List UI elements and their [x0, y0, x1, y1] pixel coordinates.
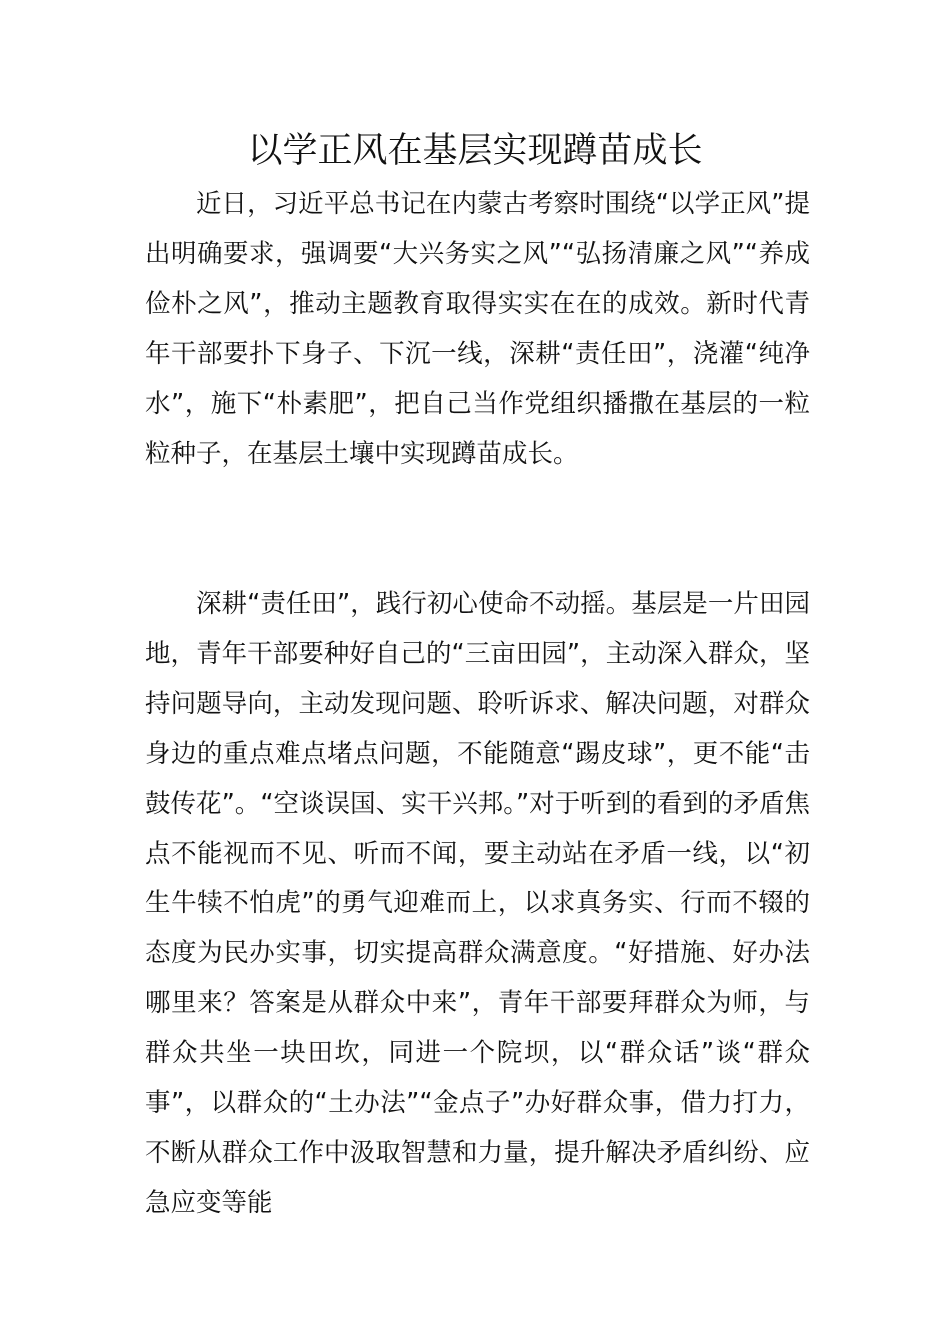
paragraph-intro: 近日，习近平总书记在内蒙古考察时围绕“以学正风”提出明确要求，强调要“大兴务实之风”“弘扬清廉之风”“养成俭朴之风”，推动主题教育取得实实在在的成效。新时代青年干部要扑下身子、下沉一线，深耕“责任田”，浇灌“纯净水”，施下“朴素肥”，把自己当作党组织播撒在基层的一粒粒种子，在基层土壤中实现蹲苗成长。 [145, 189, 810, 469]
paragraph-responsibility-field: 深耕“责任田”，践行初心使命不动摇。基层是一片田园地，青年干部要种好自己的“三亩田园”，主动深入群众，坚持问题导向，主动发现问题、聆听诉求、解决问题，对群众身边的重点难点堵点问题，不能随意“踢皮球”，更不能“击鼓传花”。“空谈误国、实干兴邦。”对于听到的看到的矛盾焦点不能视而不见、听而不闻，要主动站在矛盾一线，以“初生牛犊不怕虎”的勇气迎难而上，以求真务实、行而不辍的态度为民办实事，切实提高群众满意度。“好措施、好办法哪里来？答案是从群众中来”，青年干部要拜群众为师，与群众共坐一块田坎，同进一个院坝，以“群众话”谈“群众事”，以群众的“土办法”“金点子”办好群众事，借力打力，不断从群众工作中汲取智慧和力量，提升解决矛盾纠纷、应急应变等能 [145, 589, 810, 1218]
document-title: 以学正风在基层实现蹲苗成长 [247, 131, 703, 171]
